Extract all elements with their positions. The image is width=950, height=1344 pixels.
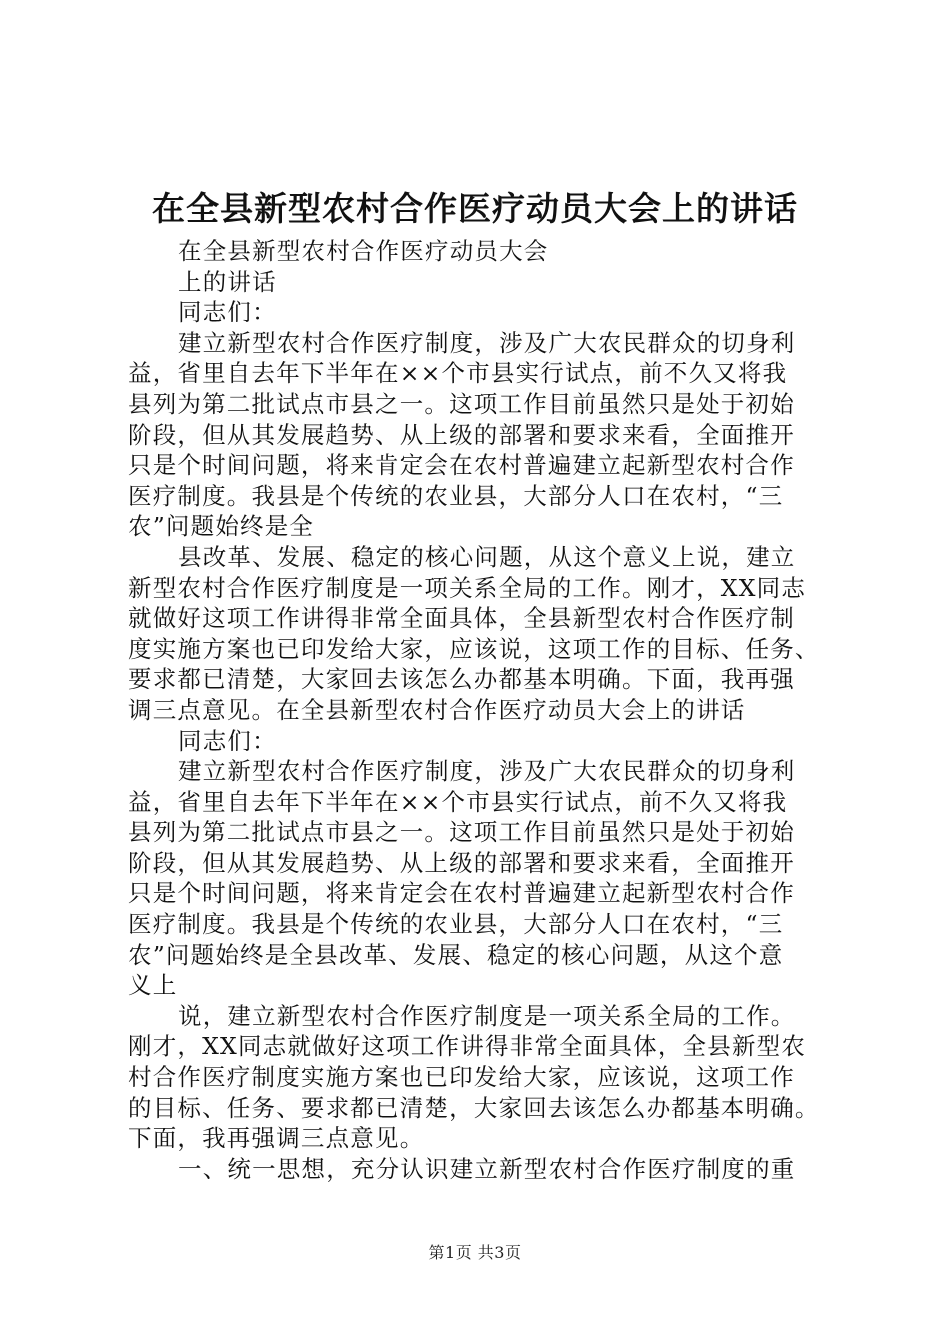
body-line: 一、统一思想，充分认识建立新型农村合作医疗制度的重 [178, 1154, 796, 1183]
body-line: 同志们： [178, 726, 277, 755]
body-line: 农”问题始终是全 [128, 512, 315, 541]
body-line: 义上 [128, 971, 178, 1000]
body-line: 上的讲话 [178, 267, 277, 296]
body-line: 的目标、任务、要求都已清楚，大家回去该怎么办都基本明确。 [128, 1093, 820, 1122]
body-line: 同志们： [178, 298, 277, 327]
body-line: 在全县新型农村合作医疗动员大会 [178, 237, 549, 265]
body-line: 只是个时间问题，将来肯定会在农村普遍建立起新型农村合作 [128, 451, 795, 480]
body-line: 要求都已清楚，大家回去该怎么办都基本明确。下面，我再强 [128, 665, 795, 694]
body-line: 下面，我再强调三点意见。 [128, 1124, 425, 1153]
body-line: 说，建立新型农村合作医疗制度是一项关系全局的工作。 [178, 1001, 796, 1030]
body-line: 阶段，但从其发展趋势、从上级的部署和要求来看，全面推开 [128, 848, 795, 877]
body-line: 刚才，XX同志就做好这项工作讲得非常全面具体，全县新型农 [128, 1032, 807, 1061]
document-title: 在全县新型农村合作医疗动员大会上的讲话 [152, 189, 798, 228]
body-line: 县改革、发展、稳定的核心问题，从这个意义上说，建立 [178, 542, 796, 571]
body-line: 调三点意见。在全县新型农村合作医疗动员大会上的讲话 [128, 695, 746, 724]
body-line: 医疗制度。我县是个传统的农业县，大部分人口在农村，“三 [128, 481, 784, 510]
body-line: 县列为第二批试点市县之一。这项工作目前虽然只是处于初始 [128, 818, 795, 847]
body-line: 就做好这项工作讲得非常全面具体，全县新型农村合作医疗制 [128, 604, 795, 633]
body-line: 只是个时间问题，将来肯定会在农村普遍建立起新型农村合作 [128, 879, 795, 908]
body-line: 建立新型农村合作医疗制度，涉及广大农民群众的切身利 [178, 757, 796, 786]
body-line: 益，省里自去年下半年在××个市县实行试点，前不久又将我 [128, 787, 788, 816]
body-line: 益，省里自去年下半年在××个市县实行试点，前不久又将我 [128, 359, 788, 388]
body-line: 农”问题始终是全县改革、发展、稳定的核心问题，从这个意 [128, 940, 784, 969]
body-line: 度实施方案也已印发给大家，应该说，这项工作的目标、任务、 [128, 634, 820, 663]
page-number-footer: 第1页 共3页 [428, 1243, 522, 1262]
body-line: 建立新型农村合作医疗制度，涉及广大农民群众的切身利 [178, 328, 796, 357]
body-line: 新型农村合作医疗制度是一项关系全局的工作。刚才，XX同志 [128, 573, 807, 602]
body-line: 县列为第二批试点市县之一。这项工作目前虽然只是处于初始 [128, 389, 795, 418]
body-line: 医疗制度。我县是个传统的农业县，大部分人口在农村，“三 [128, 910, 784, 939]
body-line: 阶段，但从其发展趋势、从上级的部署和要求来看，全面推开 [128, 420, 795, 449]
document-body [128, 236, 840, 1184]
body-line: 村合作医疗制度实施方案也已印发给大家，应该说，这项工作 [128, 1063, 795, 1092]
